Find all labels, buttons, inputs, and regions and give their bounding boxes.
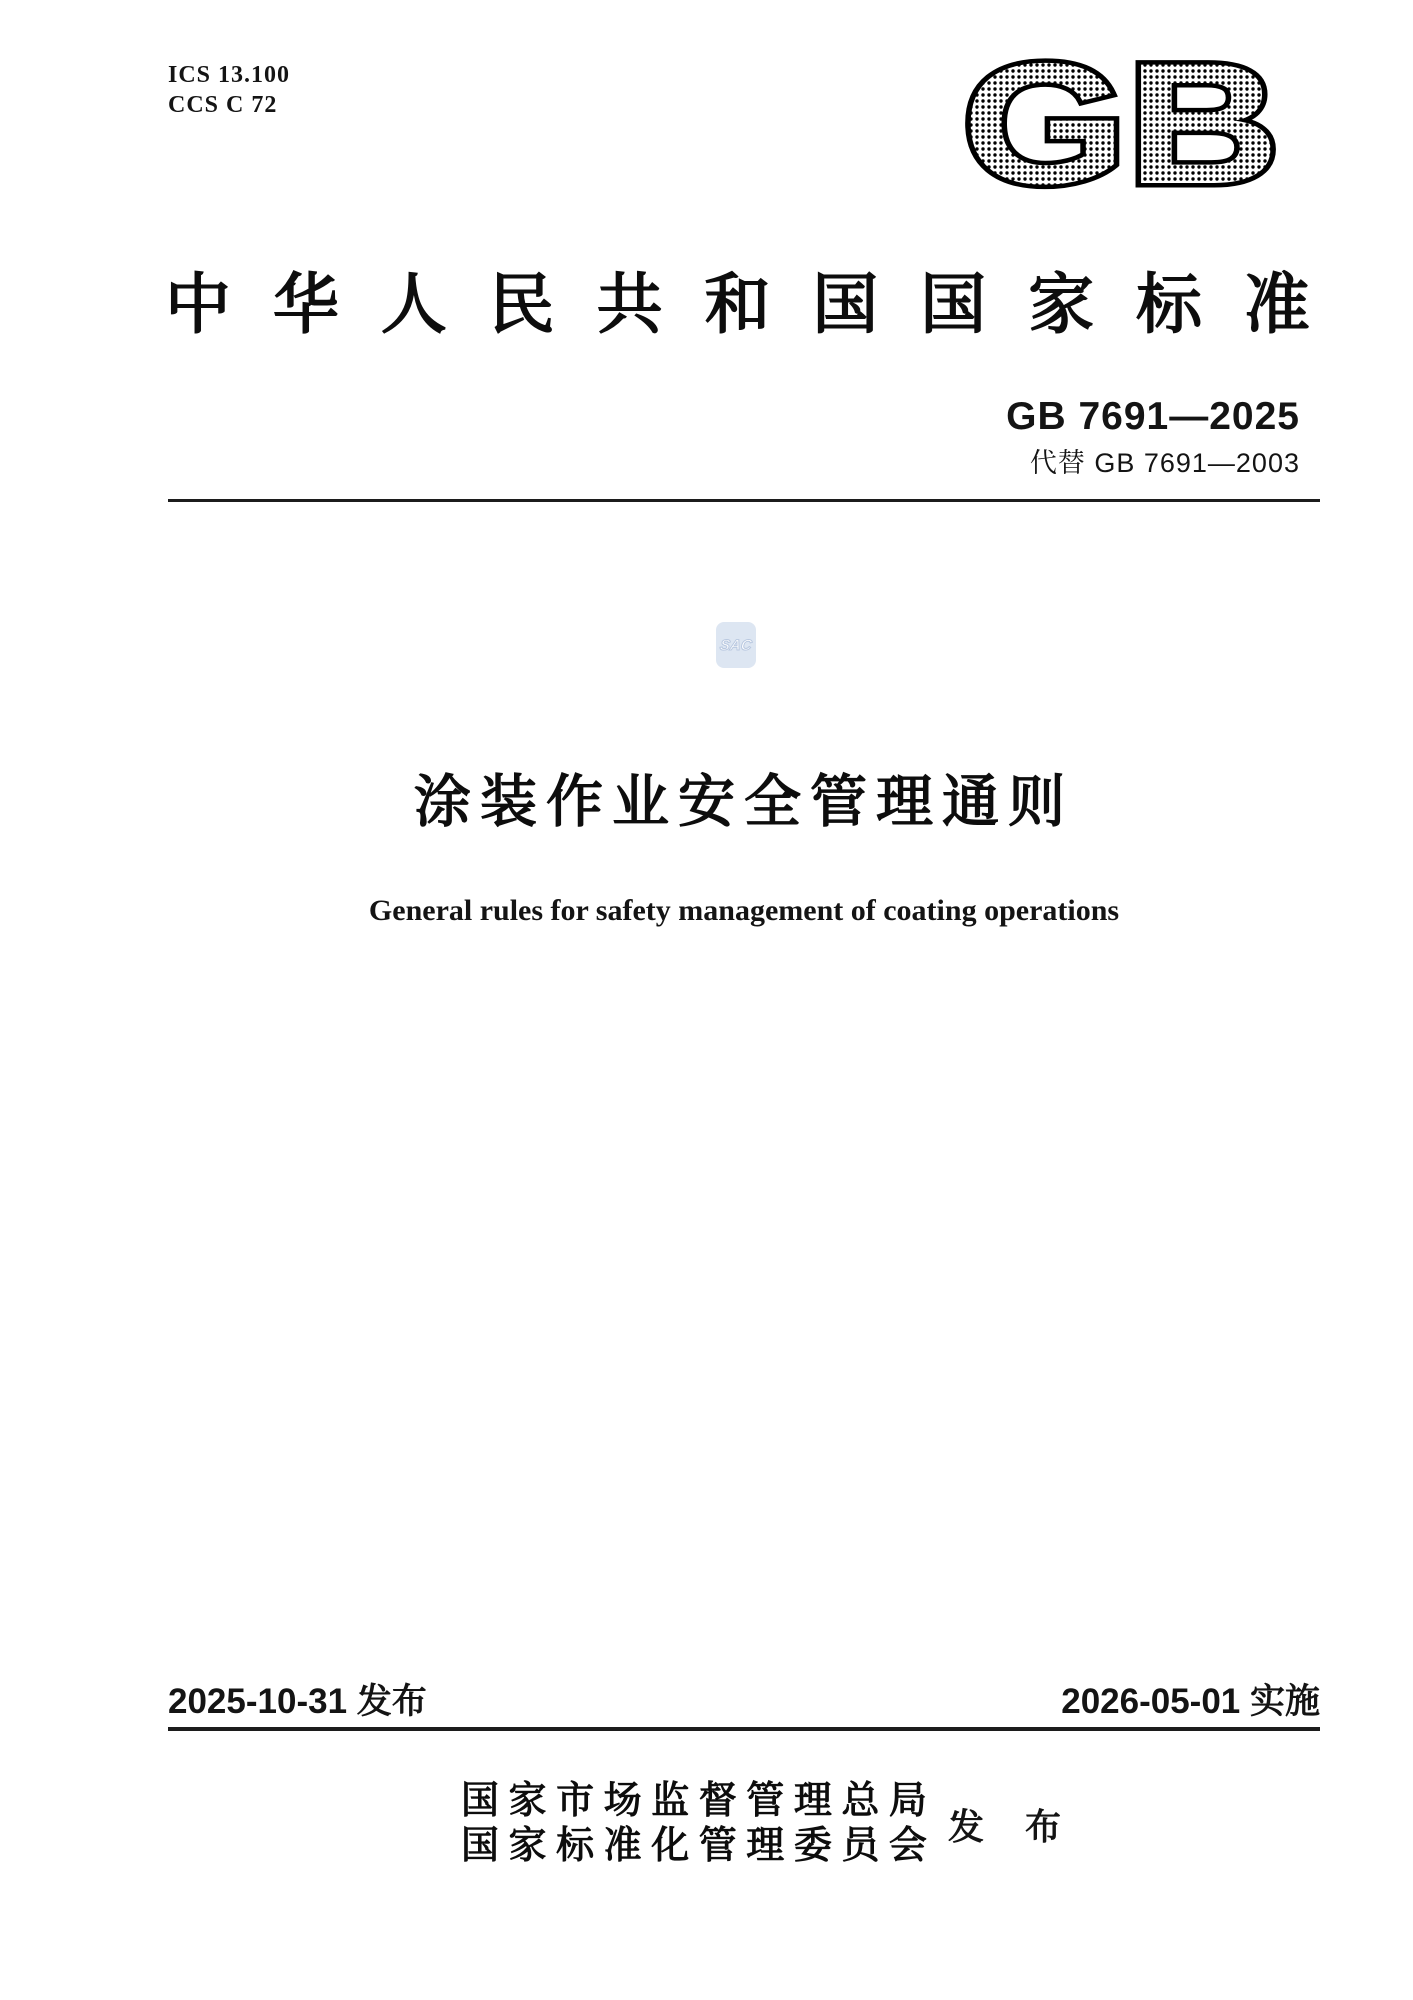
gb-logo [956, 50, 1286, 202]
standard-number-block [1006, 396, 1300, 478]
date-row [168, 1682, 1320, 1722]
standard-number: GB 7691—2025 [1006, 395, 1300, 438]
publisher-name-1: 国 家 市 场 监 督 管 理 总 局 [461, 1780, 927, 1822]
bottom-rule [168, 1727, 1320, 1731]
publish-label: 发 布 [948, 1806, 1070, 1847]
gb-logo-text: GB [962, 50, 1280, 202]
national-standard-banner: 中 华 人 民 共 和 国 国 家 标 准 [165, 269, 1310, 342]
ics-code: ICS 13.100 [168, 62, 291, 88]
ccs-code: CCS C 72 [168, 92, 278, 118]
sac-watermark [716, 622, 756, 668]
publisher-name-2: 国 家 标 准 化 管 理 委 员 会 [461, 1825, 927, 1867]
top-rule [168, 499, 1320, 502]
implementation-date: 2026-05-01 实施 [1061, 1682, 1320, 1721]
document-title-chinese: 涂装作业安全管理通则 [414, 770, 1074, 834]
sac-watermark-text: SAC [718, 636, 754, 654]
classification-codes [168, 60, 290, 120]
document-title-english: General rules for safety management of coating operations [368, 894, 1120, 927]
replaces-note: 代替 GB 7691—2003 [1029, 448, 1300, 478]
issue-date: 2025-10-31 发布 [168, 1682, 427, 1721]
publisher-block [461, 1779, 927, 1869]
